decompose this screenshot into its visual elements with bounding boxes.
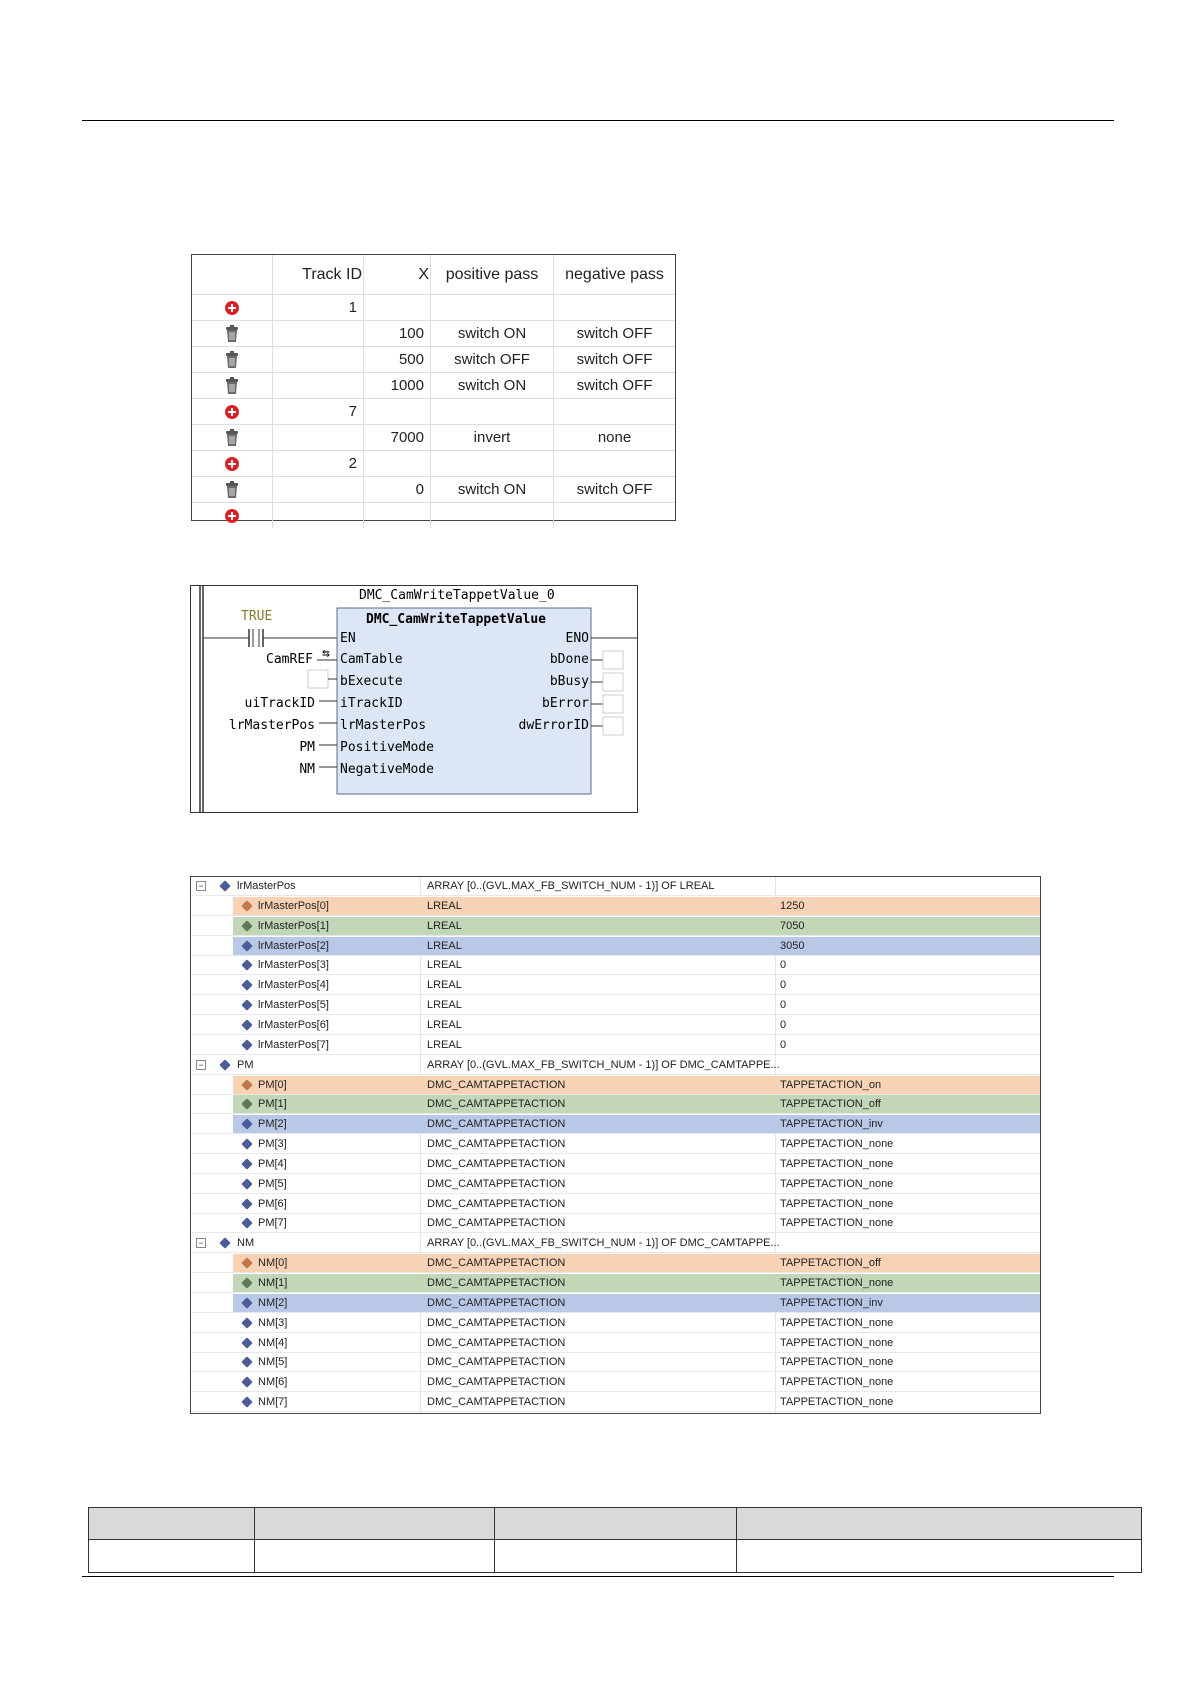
dwErrorID-empty-output (603, 717, 623, 735)
watch-element-row[interactable] (191, 996, 1040, 1015)
tappet-row (192, 477, 675, 503)
var-nm: NM (299, 762, 315, 777)
var-pm: PM (299, 740, 315, 755)
variable-type: DMC_CAMTAPPETACTION (427, 1118, 566, 1131)
variable-type: DMC_CAMTAPPETACTION (427, 1396, 566, 1409)
variable-name: PM[3] (258, 1138, 287, 1151)
add-track-cell[interactable] (192, 503, 273, 529)
function-block-figure (190, 585, 638, 813)
var-camref: CamREF (266, 652, 313, 667)
variable-name: NM[4] (258, 1336, 288, 1349)
collapse-toggle-icon[interactable]: − (196, 881, 206, 891)
positive-pass-cell (431, 295, 554, 321)
track-id-cell (273, 425, 364, 451)
variable-type: ARRAY [0..(GVL.MAX_FB_SWITCH_NUM - 1)] OF LREAL (427, 880, 715, 892)
variable-name: NM[2] (258, 1296, 288, 1309)
variable-icon (241, 1377, 252, 1388)
tappet-row (192, 347, 675, 373)
tappet-row (192, 373, 675, 399)
row-highlight (233, 1274, 1040, 1292)
variable-icon (241, 980, 252, 991)
variable-value: TAPPETACTION_on (780, 1078, 882, 1091)
variable-type: DMC_CAMTAPPETACTION (427, 1277, 566, 1289)
watch-list-figure (190, 876, 1041, 1414)
variable-name: PM (237, 1058, 254, 1071)
x-cell (364, 503, 431, 529)
delete-point-cell[interactable] (192, 425, 273, 451)
variable-value: TAPPETACTION_none (780, 1217, 894, 1230)
pin-bexecute: bExecute (340, 674, 403, 689)
bottom-table-cell (495, 1540, 737, 1573)
watch-element-row[interactable] (191, 1373, 1040, 1392)
variable-name: lrMasterPos[6] (258, 1018, 329, 1031)
variable-name: lrMasterPos[5] (258, 999, 329, 1012)
variable-icon (241, 1396, 252, 1407)
fb-instance-name: DMC_CamWriteTappetValue_0 (359, 588, 555, 603)
negative-pass-cell (554, 451, 676, 477)
bottom-table-cell (737, 1540, 1142, 1573)
variable-value: TAPPETACTION_none (780, 1316, 894, 1329)
add-track-cell[interactable] (192, 295, 273, 321)
icon-column-header (192, 255, 273, 295)
variable-type: DMC_CAMTAPPETACTION (427, 1217, 566, 1230)
watch-element-row[interactable] (191, 1254, 1040, 1273)
watch-element-row[interactable] (191, 1393, 1040, 1412)
x-cell: 0 (364, 477, 431, 503)
variable-type: DMC_CAMTAPPETACTION (427, 1098, 566, 1111)
variable-name: NM[5] (258, 1356, 288, 1369)
variable-name: PM[4] (258, 1157, 287, 1170)
bottom-table-header-row (89, 1508, 1142, 1540)
tappet-row (192, 399, 675, 425)
watch-element-row[interactable] (191, 1016, 1040, 1035)
negative-pass-cell: switch OFF (554, 373, 676, 399)
variable-value: TAPPETACTION_none (780, 1376, 894, 1389)
variable-value: TAPPETACTION_none (780, 1396, 894, 1409)
watch-element-row[interactable] (191, 1314, 1040, 1333)
trash-icon[interactable] (225, 428, 239, 445)
row-highlight (233, 1294, 1040, 1312)
watch-element-row[interactable] (191, 1294, 1040, 1313)
var-uitrackid: uiTrackID (244, 696, 315, 711)
negative-pass-cell: switch OFF (554, 321, 676, 347)
watch-element-row[interactable] (191, 937, 1040, 956)
negative-pass-cell: none (554, 425, 676, 451)
watch-element-row[interactable] (191, 1274, 1040, 1293)
tappet-row (192, 295, 675, 321)
x-cell (364, 399, 431, 425)
variable-name: PM[0] (258, 1078, 287, 1091)
variable-value: TAPPETACTION_inv (780, 1118, 883, 1131)
trash-icon[interactable] (225, 324, 239, 341)
track-id-header: Track ID (273, 255, 364, 295)
pin-positivemode: PositiveMode (340, 740, 434, 755)
header-rule (82, 120, 1114, 121)
negative-pass-cell (554, 399, 676, 425)
track-id-cell: 1 (273, 295, 364, 321)
watch-element-row[interactable] (191, 1135, 1040, 1154)
variable-value: TAPPETACTION_none (780, 1138, 894, 1151)
variable-icon (241, 1138, 252, 1149)
collapse-toggle-icon[interactable]: − (196, 1238, 206, 1248)
variable-value: 0 (780, 959, 787, 972)
variable-type: LREAL (427, 1038, 462, 1051)
positive-pass-header: positive pass (431, 255, 554, 295)
variable-value: 0 (780, 1038, 787, 1051)
watch-element-row[interactable] (191, 897, 1040, 916)
positive-pass-cell: switch ON (431, 477, 554, 503)
variable-value: TAPPETACTION_none (780, 1356, 894, 1369)
variable-type: LREAL (427, 979, 462, 992)
variable-value: 0 (780, 999, 787, 1012)
inout-symbol: ⇆ (322, 646, 330, 661)
variable-icon (241, 960, 252, 971)
bottom-table-header-cell (89, 1508, 255, 1540)
positive-pass-cell: switch ON (431, 321, 554, 347)
pin-camtable: CamTable (340, 652, 403, 667)
variable-icon (219, 880, 230, 891)
add-icon[interactable] (225, 457, 239, 471)
variable-name: PM[6] (258, 1197, 287, 1210)
positive-pass-cell (431, 503, 554, 529)
variable-type: DMC_CAMTAPPETACTION (427, 1356, 566, 1369)
variable-name: lrMasterPos[2] (258, 939, 329, 952)
variable-value: 0 (780, 1018, 787, 1031)
variable-type: DMC_CAMTAPPETACTION (427, 1296, 566, 1309)
trash-icon[interactable] (225, 480, 239, 497)
variable-name: PM[5] (258, 1177, 287, 1190)
bottom-table-cell (89, 1540, 255, 1573)
watch-element-row[interactable] (191, 1036, 1040, 1055)
trash-icon[interactable] (225, 376, 239, 393)
watch-group-row[interactable] (191, 1234, 1040, 1253)
variable-type: DMC_CAMTAPPETACTION (427, 1376, 566, 1389)
variable-value: 7050 (780, 919, 805, 932)
delete-point-cell[interactable] (192, 477, 273, 503)
track-id-cell (273, 503, 364, 529)
pin-berror: bError (542, 696, 589, 711)
tappet-row (192, 503, 675, 529)
add-track-cell[interactable] (192, 399, 273, 425)
variable-name: lrMasterPos[1] (258, 919, 329, 932)
positive-pass-cell (431, 399, 554, 425)
watch-element-row[interactable] (191, 1175, 1040, 1194)
x-header: X (364, 255, 431, 295)
tappet-row (192, 321, 675, 347)
variable-type: LREAL (427, 999, 462, 1012)
negative-pass-cell: switch OFF (554, 347, 676, 373)
variable-icon (241, 1039, 252, 1050)
x-cell: 100 (364, 321, 431, 347)
pin-bdone: bDone (549, 652, 589, 667)
bottom-table-cell (255, 1540, 495, 1573)
variable-value: TAPPETACTION_none (780, 1277, 894, 1289)
variable-type: ARRAY [0..(GVL.MAX_FB_SWITCH_NUM - 1)] OF DMC_CAMTAPPE... (427, 1237, 780, 1250)
variable-name: PM[1] (258, 1098, 287, 1111)
variable-value: 1250 (780, 899, 805, 912)
variable-name: NM[3] (258, 1316, 288, 1329)
watch-group-row[interactable] (191, 877, 1040, 896)
x-cell: 500 (364, 347, 431, 373)
variable-name: PM[7] (258, 1217, 287, 1230)
variable-icon (241, 1218, 252, 1229)
delete-point-cell[interactable] (192, 373, 273, 399)
row-highlight (233, 1076, 1040, 1094)
tappet-table-header (192, 255, 675, 295)
variable-value: TAPPETACTION_off (780, 1257, 881, 1270)
bDone-empty-output (603, 651, 623, 669)
variable-name: lrMasterPos[7] (258, 1038, 329, 1051)
variable-name: NM[6] (258, 1376, 288, 1389)
negative-pass-cell (554, 295, 676, 321)
variable-type: LREAL (427, 939, 462, 952)
row-highlight (233, 937, 1040, 955)
bottom-table-header-cell (737, 1508, 1142, 1540)
row-highlight (233, 897, 1040, 915)
footer-rule (82, 1576, 1114, 1577)
variable-name: lrMasterPos[4] (258, 979, 329, 992)
variable-type: DMC_CAMTAPPETACTION (427, 1336, 566, 1349)
track-id-cell: 7 (273, 399, 364, 425)
watch-element-row[interactable] (191, 1155, 1040, 1174)
watch-element-row[interactable] (191, 1095, 1040, 1114)
x-cell: 1000 (364, 373, 431, 399)
row-highlight (233, 1095, 1040, 1113)
collapse-toggle-icon[interactable]: − (196, 1060, 206, 1070)
track-id-cell (273, 373, 364, 399)
fb-type-name: DMC_CamWriteTappetValue (366, 612, 547, 627)
negative-pass-cell: switch OFF (554, 477, 676, 503)
variable-icon (241, 999, 252, 1010)
positive-pass-cell: invert (431, 425, 554, 451)
variable-icon (241, 1178, 252, 1189)
variable-type: DMC_CAMTAPPETACTION (427, 1157, 566, 1170)
watch-element-row[interactable] (191, 1115, 1040, 1134)
variable-icon (241, 1357, 252, 1368)
variable-name: PM[2] (258, 1118, 287, 1131)
track-id-cell (273, 477, 364, 503)
tappet-row (192, 425, 675, 451)
pin-en: EN (340, 631, 356, 646)
watch-element-row[interactable] (191, 1076, 1040, 1095)
variable-name: NM[1] (258, 1277, 288, 1289)
variable-value: TAPPETACTION_none (780, 1336, 894, 1349)
contact-label: TRUE (241, 609, 273, 624)
variable-type: DMC_CAMTAPPETACTION (427, 1138, 566, 1151)
row-highlight (233, 917, 1040, 935)
variable-value: TAPPETACTION_none (780, 1157, 894, 1170)
track-id-cell (273, 347, 364, 373)
x-cell: 7000 (364, 425, 431, 451)
variable-icon (241, 1019, 252, 1030)
variable-type: LREAL (427, 959, 462, 972)
variable-icon (241, 1198, 252, 1209)
pin-negativemode: NegativeMode (340, 762, 434, 777)
row-highlight (233, 1254, 1040, 1272)
watch-element-row[interactable] (191, 976, 1040, 995)
var-lrmasterpos: lrMasterPos (228, 718, 315, 733)
variable-name: lrMasterPos[0] (258, 899, 329, 912)
delete-point-cell[interactable] (192, 321, 273, 347)
bExecute-empty-input (308, 670, 328, 688)
watch-element-row[interactable] (191, 1195, 1040, 1214)
variable-name: NM[7] (258, 1396, 288, 1409)
bottom-table-header-cell (495, 1508, 737, 1540)
add-track-cell[interactable] (192, 451, 273, 477)
watch-element-row[interactable] (191, 956, 1040, 975)
bottom-table-row (89, 1540, 1142, 1573)
variable-name: NM (237, 1237, 255, 1250)
tappet-table (192, 255, 675, 528)
watch-group-row[interactable] (191, 1056, 1040, 1075)
bBusy-empty-output (603, 673, 623, 691)
delete-point-cell[interactable] (192, 347, 273, 373)
tappet-table-figure (191, 254, 676, 521)
variable-value: TAPPETACTION_none (780, 1177, 894, 1190)
variable-value: TAPPETACTION_off (780, 1098, 881, 1111)
variable-icon (219, 1059, 230, 1070)
pin-eno: ENO (565, 631, 589, 646)
add-icon[interactable] (225, 509, 239, 523)
positive-pass-cell (431, 451, 554, 477)
pin-dwerrorid: dwErrorID (518, 718, 589, 733)
variable-value: TAPPETACTION_none (780, 1197, 894, 1210)
variable-name: lrMasterPos[3] (258, 959, 329, 972)
track-id-cell (273, 321, 364, 347)
add-icon[interactable] (225, 301, 239, 315)
track-id-cell: 2 (273, 451, 364, 477)
variable-type: DMC_CAMTAPPETACTION (427, 1197, 566, 1210)
negative-pass-header: negative pass (554, 255, 676, 295)
variable-value: TAPPETACTION_inv (780, 1296, 883, 1309)
variable-type: DMC_CAMTAPPETACTION (427, 1257, 566, 1270)
variable-type: DMC_CAMTAPPETACTION (427, 1177, 566, 1190)
row-highlight (233, 1115, 1040, 1133)
variable-type: DMC_CAMTAPPETACTION (427, 1316, 566, 1329)
variable-type: ARRAY [0..(GVL.MAX_FB_SWITCH_NUM - 1)] OF DMC_CAMTAPPE... (427, 1058, 780, 1071)
x-cell (364, 295, 431, 321)
trash-icon[interactable] (225, 350, 239, 367)
variable-name: NM[0] (258, 1257, 288, 1270)
variable-value: 3050 (780, 939, 805, 952)
positive-pass-cell: switch ON (431, 373, 554, 399)
bottom-table (88, 1507, 1142, 1573)
x-cell (364, 451, 431, 477)
pin-bbusy: bBusy (549, 674, 589, 689)
watch-element-row[interactable] (191, 917, 1040, 936)
positive-pass-cell: switch OFF (431, 347, 554, 373)
watch-element-row[interactable] (191, 1214, 1040, 1233)
watch-element-row[interactable] (191, 1353, 1040, 1372)
variable-name: lrMasterPos (237, 880, 296, 892)
pin-lrmasterpos: lrMasterPos (340, 718, 427, 733)
watch-element-row[interactable] (191, 1334, 1040, 1353)
variable-type: LREAL (427, 899, 462, 912)
variable-value: 0 (780, 979, 787, 992)
variable-icon (241, 1337, 252, 1348)
negative-pass-cell (554, 503, 676, 529)
bError-empty-output (603, 695, 623, 713)
variable-icon (241, 1158, 252, 1169)
tappet-row (192, 451, 675, 477)
add-icon[interactable] (225, 405, 239, 419)
bottom-table-header-cell (255, 1508, 495, 1540)
variable-type: DMC_CAMTAPPETACTION (427, 1078, 566, 1091)
variable-icon (241, 1317, 252, 1328)
variable-type: LREAL (427, 1018, 462, 1031)
variable-icon (219, 1238, 230, 1249)
variable-type: LREAL (427, 919, 462, 932)
pin-itrackid: iTrackID (340, 696, 403, 711)
